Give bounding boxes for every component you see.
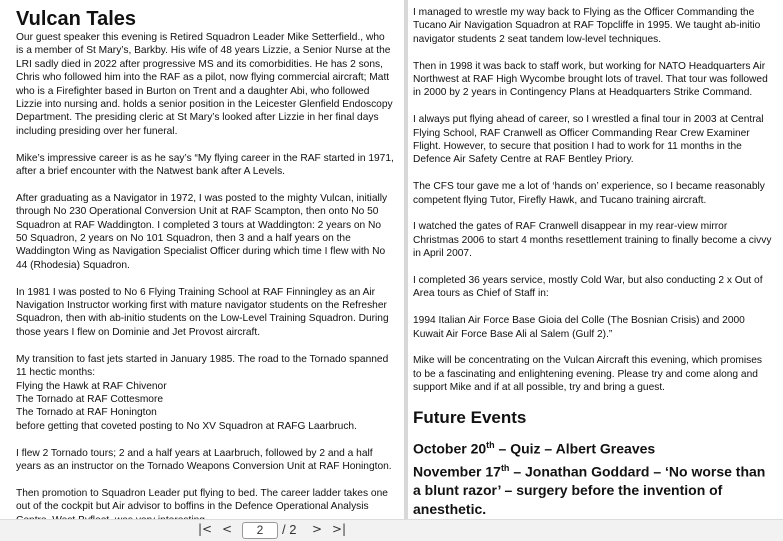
tornado-tours-paragraph: I flew 2 Tornado tours; 2 and a half years at Laarbruch, followed by 2 and a half years as an instructor on the Tornado Weapons Conversion Unit at RAF Honington. [16,447,392,472]
fast-jets-line: My transition to fast jets started in January 1985. The road to the Tornado spanned 11 hectic months: [16,353,389,379]
article-title: Vulcan Tales [16,8,137,30]
vulcan-paragraph: After graduating as a Navigator in 1972, I was posted to the mighty Vulcan, initially through No 230 Operational Conversion Unit at RAF Scampton, then onto No 50 Squadron at RAF Waddington. I completed 3 tours at Waddington: 2 years on No 50 Squadron, 2 years on No 101 Squadron, then 3 and a half years on the Waddington Wing as Navigation Specialist Officer during which time I flew with No 44 (Rhodesia) Squadron. [16,192,388,271]
tours-paragraph: 1994 Italian Air Force Base Gioia del Colle (The Bosnian Crisis) and 2000 Kuwait Air Force Base Ali al Salem (Gulf 2).” [413,315,745,340]
next-page-button[interactable]: > [312,522,323,536]
service-summary-paragraph: I completed 36 years service, mostly Cold War, but also conducting 2 x Out of Area tours as Chief of Staff in: [413,275,763,300]
topcliffe-paragraph: I managed to wrestle my way back to Flying as the Officer Commanding the Tucano Air Navigation Squadron at RAF Topcliffe in 1995. We taught ab-initio navigator students 2 seat tandem low-level techniques. [413,7,761,45]
promotion-paragraph: Then promotion to Squadron Leader put flying to bed. The career ladder takes one out of the cockpit but Air advisor to boffins in the Defence Operational Analysis [16,487,388,513]
last-page-button[interactable]: >| [332,522,347,536]
first-page-button[interactable]: |< [198,522,213,536]
fast-jets-line: Flying the Hawk at RAF Chivenor [16,380,167,392]
invitation-paragraph: Mike will be concentrating on the Vulcan Aircraft this evening, which promises to be a fascinating and enlightening evening. Please try and come along and support Mike and if at all possible, try and bring a guest. [413,355,762,394]
page-total: / 2 [282,522,297,537]
event-description: – Quiz – Albert Greaves [494,440,656,457]
career-intro-paragraph: Mike’s impressive career is as he say’s “My flying career in the RAF started in 1971, after a brief encounter with the Natwest bank after A Levels. [16,152,394,178]
fast-jets-paragraph [16,353,394,433]
event-date-suffix: th [486,440,495,451]
page-number-input[interactable]: 2 [242,522,278,539]
event-item [413,436,773,459]
fast-jets-line: The Tornado at RAF Cottesmore [16,393,164,405]
future-events-heading: Future Events [413,408,527,428]
retirement-paragraph: I watched the gates of RAF Cranwell disappear in my rear-view mirror Christmas 2006 to start 4 months resettlement training to finally become a civvy in April 2007. [413,221,772,260]
cfs-paragraph: The CFS tour gave me a lot of ‘hands on’ experience, so I became reasonably competent flying Tutor, Firefly Hawk, and Tucano training aircraft. [413,181,765,206]
previous-page-button[interactable]: < [222,522,233,536]
fast-jets-line: The Tornado at RAF Honington [16,407,157,419]
fast-jets-line: before getting that coveted posting to No XV Squadron at RAFG Laarbruch. [16,420,357,432]
nato-paragraph: Then in 1998 it was back to staff work, but working for NATO Headquarters Air Northwest at RAF High Wycombe brought lots of travel. That tour was followed in 2000 by 2 years in Contingency Plans at Headquarters Strike Command. [413,60,768,99]
event-date: November 17 [413,463,501,480]
intro-paragraph: Our guest speaker this evening is Retired Squadron Leader Mike Setterfield., who is a member of St Mary’s, Barkby. His wife of 48 years Lizzie, a Senior Nurse at the LRI sadly died in 2022 after progressive MS and its comorbidities. He has 2 sons, Chris who followed him into the RAF as a pilot, now flying commercial aircraft; Matt who is a Firefighter based in Burton on Trent and a daughter Abi, who followed Lizzie into nursing and. holds a senior position in the Leicester Glenfield Endoscopy Department. The presiding cleric at St Mary’s looked after Lizzie in her final days including presiding over her funeral. [16,32,393,137]
right-page [408,0,783,519]
event-item [413,459,773,520]
cranwell-paragraph: I always put flying ahead of career, so I wrestled a final tour in 2003 at Central Flying School, RAF Cranwell as Officer Commanding Rear Crew Examiner Flight. However, to secure that position I had to work for 11 months in the Defence Air Safety Centre at RAF Bentley Priory. [413,114,764,166]
finningley-paragraph: In 1981 I was posted to No 6 Flying Training School at RAF Finningley as an Air Navigation Instructor working first with mature navigator students on the Refresher Squadron, then with ab-initio students on the Low-Level Training Squadron. During those years I flew on Dominie and Jet Provost aircraft. [16,286,389,338]
left-page [0,0,404,519]
event-description: – Jonathan Goddard – ‘No worse than a blunt razor’ – surgery before the invention of anesthetic. [413,463,766,518]
event-date: October 20 [413,440,487,457]
event-date-suffix: th [500,462,510,473]
page-navigation-bar [0,519,783,541]
